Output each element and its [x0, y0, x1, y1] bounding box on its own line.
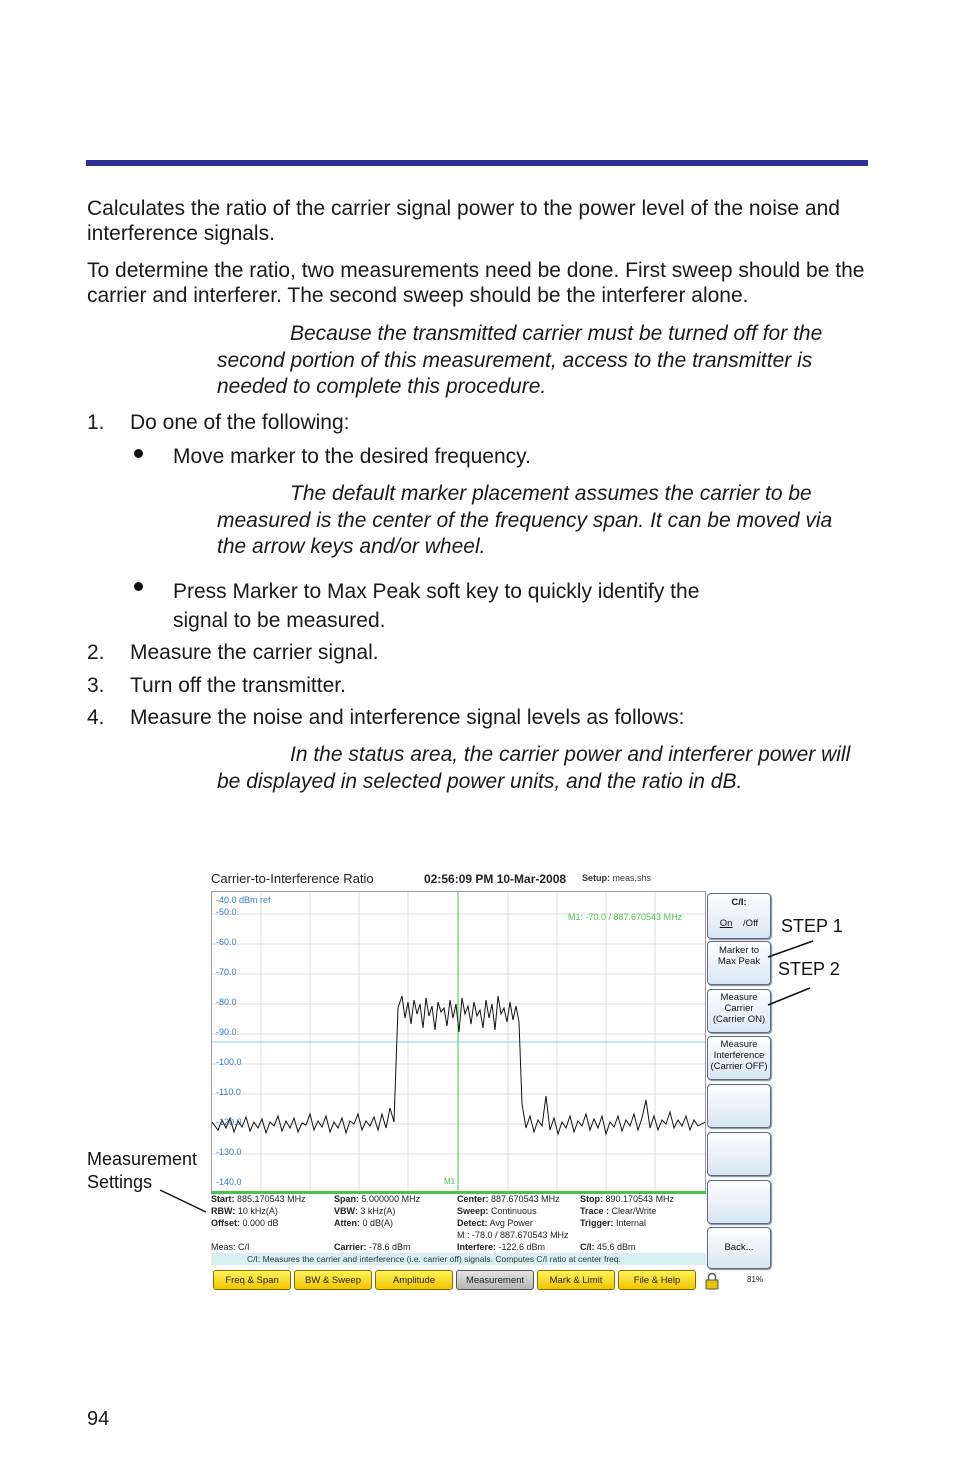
tab-mark-limit[interactable]: Mark & Limit [537, 1270, 615, 1290]
status-offset: Offset: 0.000 dB [211, 1218, 279, 1228]
y-tick-label: -100.0 [216, 1057, 242, 1067]
tab-measurement[interactable]: Measurement [456, 1270, 534, 1290]
status-start: Start: 885.170543 MHz [211, 1194, 306, 1204]
step-number: 1. [87, 411, 105, 434]
measure-interference-softkey[interactable]: Measure Interference (Carrier OFF) [707, 1036, 771, 1080]
tab-file-help[interactable]: File & Help [618, 1270, 696, 1290]
status-trace: Trace : Clear/Write [580, 1206, 657, 1216]
note-status-area: In the status area, the carrier power and interferer power will be displayed in selected power units, and the ratio in dB. [217, 743, 851, 793]
marker-label: M1 [444, 1177, 456, 1186]
y-tick-label: -60.0 [216, 937, 237, 947]
screen-title: Carrier-to-Interference Ratio [211, 871, 374, 886]
status-carrier: Carrier: -78.6 dBm [334, 1242, 411, 1252]
bullet-text: Move marker to the desired frequency. [173, 445, 531, 468]
screen-datetime: 02:56:09 PM 10-Mar-2008 [424, 872, 567, 886]
status-marker-line: M : -78.0 / 887.670543 MHz [457, 1230, 569, 1240]
step-number: 3. [87, 674, 105, 697]
status-interfere: Interfere: -122.6 dBm [457, 1242, 546, 1252]
status-atten: Atten: 0 dB(A) [334, 1218, 394, 1228]
tab-amplitude[interactable]: Amplitude [375, 1270, 453, 1290]
step1-leader-line [768, 941, 813, 957]
battery-level: 81% [747, 1275, 764, 1284]
step-text: Do one of the following: [130, 411, 350, 434]
status-span: Span: 5.000000 MHz [334, 1194, 421, 1204]
note-marker-default: The default marker placement assumes the carrier to be measured is the center of the frequency span. It can be moved via the arrow keys and/or wheel. [217, 482, 833, 558]
step-text: Measure the noise and interference signal levels as follows: [130, 706, 685, 729]
step-text: Measure the carrier signal. [130, 641, 379, 664]
y-tick-label: -140.0 [216, 1177, 242, 1187]
y-tick-label: -130.0 [216, 1147, 242, 1157]
tab-freq-span[interactable]: Freq & Span [213, 1270, 291, 1290]
status-detect: Detect: Avg Power [457, 1218, 533, 1228]
status-sweep: Sweep: Continuous [457, 1206, 537, 1216]
settings-leader-line [160, 1190, 206, 1212]
bullet-text: Press Marker to Max Peak soft key to quickly identify the signal to be measured. [173, 580, 700, 632]
settings-callout-line1: Measurement [87, 1149, 198, 1169]
measure-carrier-softkey[interactable]: Measure Carrier (Carrier ON) [707, 989, 771, 1033]
back-softkey[interactable]: Back... [707, 1227, 771, 1269]
intro-paragraph-2: To determine the ratio, two measurements need be done. First sweep should be the carrier and interferer. The second sweep should be the interferer alone. [87, 259, 865, 307]
step2-leader-line [768, 988, 810, 1005]
intro-paragraph-1: Calculates the ratio of the carrier signal power to the power level of the noise and interference signals. [87, 197, 840, 245]
step-text: Turn off the transmitter. [130, 674, 346, 697]
step-number: 2. [87, 641, 105, 664]
tab-bw-sweep[interactable]: BW & Sweep [294, 1270, 372, 1290]
status-ci: C/I: 45.6 dBm [580, 1242, 636, 1252]
ref-level-label: -40.0 dBm ref [216, 895, 271, 905]
status-trigger: Trigger: Internal [580, 1218, 647, 1228]
y-tick-label: -120.0 [216, 1117, 242, 1127]
description-bar: C/I: Measures the carrier and interference (i.e. carrier off) signals. Computes C/I ratio at center freq. [211, 1253, 706, 1265]
step2-callout: STEP 2 [778, 959, 840, 979]
screen-setup: Setup: meas.shs [582, 873, 652, 883]
page-number: 94 [87, 1408, 110, 1430]
status-rbw: RBW: 10 kHz(A) [211, 1206, 278, 1216]
ci-toggle-softkey[interactable]: C/I: On /Off [707, 893, 771, 939]
step1-callout: STEP 1 [781, 916, 843, 936]
step-number: 4. [87, 706, 105, 729]
note-transmitter: Because the transmitted carrier must be turned off for the second portion of this measurement, access to the transmitter is needed to complete this procedure. [217, 322, 823, 398]
y-tick-label: -50.0 [216, 907, 237, 917]
y-tick-label: -70.0 [216, 967, 237, 977]
y-tick-label: -110.0 [216, 1087, 241, 1097]
marker-readout: M1: -70.0 / 887.670543 MHz [568, 912, 683, 922]
y-tick-label: -80.0 [216, 997, 237, 1007]
status-meas: Meas: C/I [211, 1242, 250, 1252]
status-stop: Stop: 890.170543 MHz [580, 1194, 675, 1204]
y-tick-label: -90.0 [216, 1027, 237, 1037]
marker-to-max-peak-softkey[interactable]: Marker to Max Peak [707, 941, 771, 985]
status-center: Center: 887.670543 MHz [457, 1194, 560, 1204]
settings-callout-line2: Settings [87, 1172, 153, 1192]
status-vbw: VBW: 3 kHz(A) [334, 1206, 396, 1216]
